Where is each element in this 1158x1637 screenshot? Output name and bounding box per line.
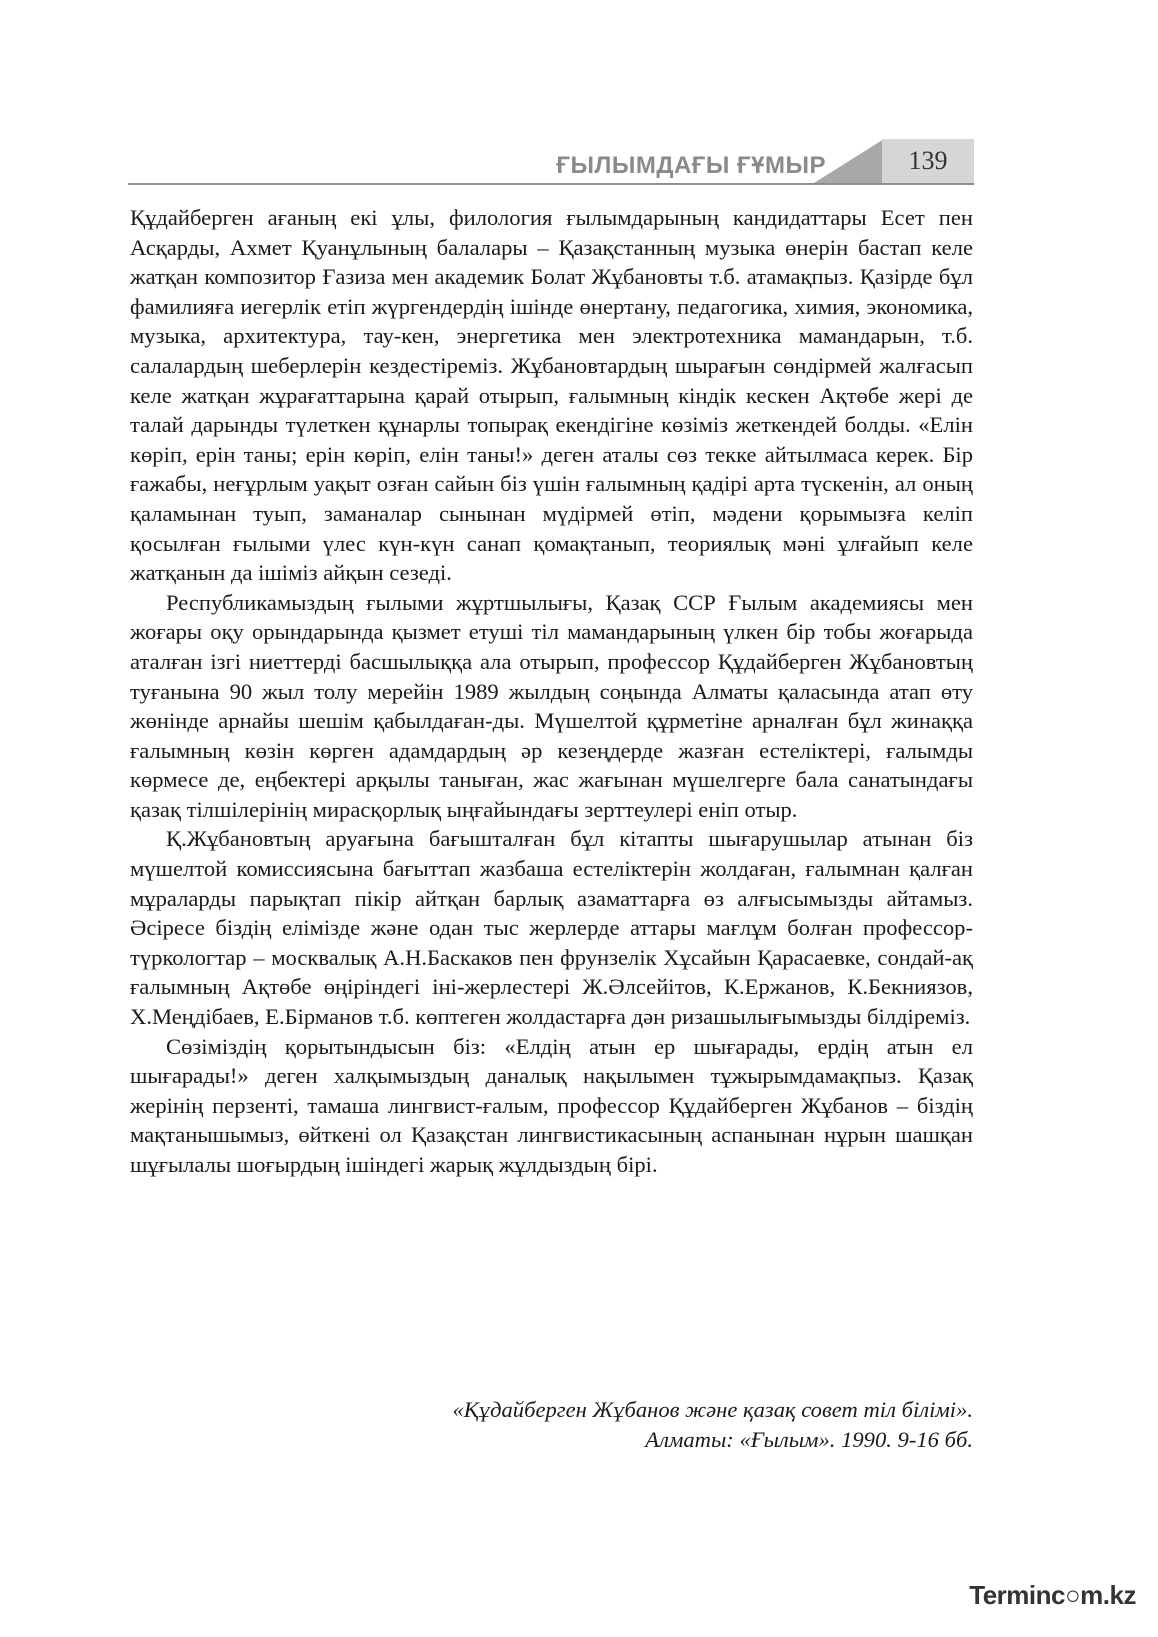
citation-publisher: Алматы: «Ғылым». 1990. 9-16 бб.	[645, 1427, 973, 1452]
page-number: 139	[882, 139, 974, 183]
paragraph-2: Республикамыздың ғылыми жұртшылығы, Қазақ ССР Ғылым академиясы мен жоғары оқу орындарында қызмет етуші тіл мамандарының үлкен бір тобы жоғарыда аталған ізгі ниеттерді басшылыққа ала отырып, профессор Құдайберген Жұбановтың туғанына 90 жыл толу мерейін 1989 жылдың соңында Алматы қаласында атап өту жөнінде арнайы шешім қабылдаған-ды. Мүшелтой құрметіне арналған бұл жинаққа ғалымның көзін көрген адамдардың әр кезеңдерде жазған естеліктері, ғалымды көрмесе де, еңбектері арқылы таныған, жас жағынан мүшелгерге бала санатындағы қазақ тілшілерінің мирасқорлық ыңғайындағы зерттеулері еніп отыр.	[130, 589, 973, 822]
paragraph-1: Құдайберген ағаның екі ұлы, филология ғылымдарының кандидаттары Есет пен Асқарды, Ахмет Қуанұлының балалары – Қазақстанның музыка өнерін бастап келе жатқан композитор Ғазиза мен академик Болат Жұбановты т.б. атамақпыз. Қазірде бұл фамилияға иегерлік етіп жүргендердің ішінде өнертану, педагогика, химия, экономика, музыка, архитектура, тау-кен, энергетика мен электротехника мамандарын, т.б. салалардың шеберлерін кездестіреміз. Жұбановтардың шырағын сөндірмей жалғасып келе жатқан жұрағаттарына қарай отырып, ғалымның кіндік кескен Ақтөбе жері де талай дарынды түлеткен құнарлы топырақ екендігіне көзіміз жеткендей болды. «Елін көріп, ерін таны; ерін көріп, елін таны!» деген аталы сөз текке айтылмаса керек. Бір ғажабы, неғұрлым уақыт озған сайын біз үшін ғалымның қадірі арта түскенін, ал оның қаламынан туып, заманалар сынынан мүдірмей өтіп, мәдени қорымызға келіп қосылған ғылыми үлес күн-күн санап қомақтанып, теориялық мәні ұлғайып келе жатқанын да ішіміз айқын сезеді.	[130, 205, 973, 586]
site-watermark: Terminc○m.kz	[969, 1580, 1136, 1610]
section-title: ҒЫЛЫМДАҒЫ ҒҰМЫР	[556, 152, 826, 179]
body-text	[130, 203, 973, 1180]
header-wedge-decoration	[814, 139, 884, 183]
paragraph-3: Қ.Жұбановтың аруағына бағышталған бұл кітапты шығарушылар атынан біз мүшелтой комиссиясына бағыттап жазбаша естеліктерін жолдаған, ғалымнан қалған мұраларды парықтап пікір айтқан барлық азаматтарға өз алғысымызды айтамыз. Әсіресе біздің елімізде және одан тыс жерлерде аттары мағлұм болған профессор-түркологтар – москвалық А.Н.Баскаков пен фрунзелік Хұсайын Қарасаевке, сондай-ақ ғалымның Ақтөбе өңіріндегі іні-жерлестері Ж.Әлсейітов, К.Ержанов, К.Бекниязов, Х.Меңдібаев, Е.Бірманов т.б. көптеген жолдастарға дән ризашылығымызды білдіреміз.	[130, 826, 973, 1030]
source-citation	[452, 1395, 973, 1455]
citation-title: «Құдайберген Жұбанов және қазақ совет тіл білімі».	[452, 1397, 973, 1422]
header-rule	[128, 183, 974, 185]
paragraph-4: Сөзіміздің қорытындысын біз: «Елдің атын ер шығарады, ердің атын ел шығарады!» деген халқымыздың даналық нақылымен тұжырымдамақпыз. Қазақ жерінің перзенті, тамаша лингвист-ғалым, профессор Құдайберген Жұбанов – біздің мақтанышымыз, өйткені ол Қазақстан лингвистикасының аспанынан нұрын шашқан шұғылалы шоғырдың ішіндегі жарық жұлдыздың бірі.	[130, 1033, 973, 1177]
running-header	[128, 139, 974, 187]
